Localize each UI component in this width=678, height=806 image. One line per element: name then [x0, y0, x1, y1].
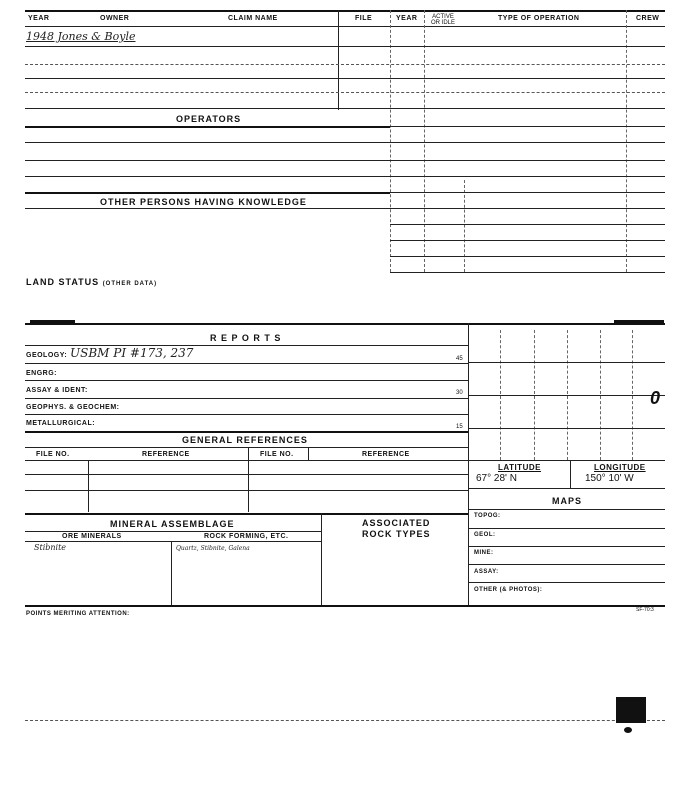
- longitude-label: LONGITUDE: [594, 463, 646, 472]
- header-year: YEAR: [28, 15, 50, 22]
- header-type-of-operation: TYPE OF OPERATION: [498, 15, 580, 22]
- maps-header-line: [468, 509, 665, 510]
- references-row-line: [25, 490, 468, 491]
- reports-row-line: [25, 363, 468, 364]
- owner-entry: 1948 Jones & Boyle: [26, 30, 136, 43]
- report-num-30: 30: [456, 390, 463, 396]
- right-log-line: [390, 192, 665, 193]
- ore-value: Stibnite: [34, 543, 67, 552]
- operators-line: [25, 126, 390, 128]
- report-label-engrg: ENGRG:: [26, 370, 57, 377]
- maps-line: [468, 546, 665, 547]
- ref-col-reference-2: REFERENCE: [362, 451, 410, 458]
- references-row-line: [25, 474, 468, 475]
- reports-title: R E P O R T S: [210, 333, 282, 343]
- report-label-metallurgical: METALLURGICAL:: [26, 420, 96, 427]
- crew-divider: [626, 10, 627, 272]
- rock-types-title: ROCK TYPES: [362, 529, 431, 539]
- land-status-line: [25, 323, 665, 325]
- mineral-col-divider: [171, 541, 172, 605]
- rock-forming-label: ROCK FORMING, ETC.: [204, 533, 289, 540]
- scan-mark-square: [616, 697, 646, 723]
- file-divider: [338, 10, 339, 110]
- main-divider: [390, 10, 391, 272]
- general-references-title: GENERAL REFERENCES: [182, 435, 308, 445]
- right-log-line: [390, 224, 665, 225]
- ref-col-reference-1: REFERENCE: [142, 451, 190, 458]
- land-status-sub: (OTHER DATA): [102, 281, 158, 287]
- type-divider: [464, 180, 465, 272]
- reports-bottom-line: [25, 431, 468, 433]
- report-label-geology: GEOLOGY:: [26, 352, 68, 359]
- land-status-label: LAND STATUS: [26, 277, 100, 287]
- operators-title: OPERATORS: [176, 114, 242, 124]
- coords-bottom-line: [468, 488, 665, 489]
- mineral-header-line: [25, 531, 321, 532]
- mineral-title: MINERAL ASSEMBLAGE: [110, 519, 235, 529]
- header-owner: OWNER: [100, 15, 130, 22]
- owner-line: [25, 78, 665, 79]
- owner-line: [25, 64, 665, 65]
- ref-col-file-no-2: FILE NO.: [260, 451, 294, 458]
- right-log-line: [390, 126, 665, 127]
- maps-title: MAPS: [552, 496, 583, 506]
- maps-geol: GEOL:: [474, 532, 496, 538]
- ref-divider: [308, 447, 309, 460]
- references-bottom-line: [25, 513, 468, 515]
- grid-line-h: [468, 460, 665, 461]
- reports-row-line: [25, 398, 468, 399]
- right-log-line: [390, 240, 665, 241]
- operators-row-line: [25, 160, 665, 161]
- reports-row-line: [25, 380, 468, 381]
- report-value-geology: USBM PI #173, 237: [70, 346, 194, 360]
- knowledge-title: OTHER PERSONS HAVING KNOWLEDGE: [100, 197, 307, 207]
- header-claim-name: CLAIM NAME: [228, 15, 278, 22]
- top-border: [25, 10, 665, 12]
- header-crew: CREW: [636, 15, 660, 22]
- maps-topog: TOPOG:: [474, 513, 501, 519]
- report-num-45: 45: [456, 356, 463, 362]
- right-log-line: [390, 272, 665, 273]
- maps-line: [468, 582, 665, 583]
- mineral-bottom-line: [25, 605, 665, 607]
- right-log-line: [390, 256, 665, 257]
- grid-line-h: [468, 428, 665, 429]
- latitude-value: 67° 28' N: [476, 473, 517, 484]
- grid-line-h: [468, 362, 665, 363]
- report-num-15: 15: [456, 424, 463, 430]
- grid-mark: 0: [650, 388, 661, 408]
- maps-mine: MINE:: [474, 550, 494, 556]
- grid-line-h: [468, 395, 665, 396]
- header-underline: [25, 26, 665, 27]
- longitude-value: 150° 10' W: [585, 473, 634, 484]
- maps-assay: ASSAY:: [474, 569, 499, 575]
- land-status-title: [26, 277, 157, 287]
- rock-value: Quartz, Stibnite, Galena: [176, 545, 250, 552]
- ore-minerals-label: ORE MINERALS: [62, 533, 122, 540]
- maps-other: OTHER (& PHOTOS):: [474, 587, 543, 593]
- reports-row-line: [25, 414, 468, 415]
- maps-line: [468, 528, 665, 529]
- report-label-geophys: GEOPHYS. & GEOCHEM:: [26, 404, 120, 411]
- header-file: FILE: [355, 15, 373, 22]
- scan-mark-dot: [624, 727, 632, 733]
- form-code: SF-70:3: [636, 607, 654, 613]
- active-divider: [424, 10, 425, 272]
- points-meriting-attention: POINTS MERITING ATTENTION:: [26, 611, 130, 617]
- operators-row-line: [25, 176, 665, 177]
- references-col-line: [25, 460, 468, 461]
- owner-line: [25, 108, 665, 109]
- header-year-2: YEAR: [396, 15, 418, 22]
- mineral-divider: [321, 513, 322, 605]
- right-log-line: [390, 208, 665, 209]
- associated-title: ASSOCIATED: [362, 518, 431, 528]
- bottom-dashed-line: [25, 720, 665, 721]
- operators-bottom-line: [25, 192, 390, 194]
- ref-col-file-no-1: FILE NO.: [36, 451, 70, 458]
- header-active-or-idle: ACTIVE OR IDLE: [430, 14, 455, 26]
- owner-line: [25, 46, 665, 47]
- owner-line: [25, 92, 665, 93]
- operators-row-line: [25, 142, 665, 143]
- scan-mark: [614, 320, 664, 324]
- ref-divider: [88, 460, 89, 512]
- mineral-col-line: [25, 541, 321, 542]
- scan-mark: [30, 320, 75, 324]
- reports-right-border: [468, 323, 469, 605]
- ref-divider: [248, 447, 249, 512]
- coord-divider: [570, 460, 571, 488]
- maps-line: [468, 564, 665, 565]
- knowledge-line: [25, 208, 390, 209]
- references-header-line: [25, 447, 468, 448]
- report-label-assay: ASSAY & IDENT:: [26, 387, 88, 394]
- latitude-label: LATITUDE: [498, 463, 541, 472]
